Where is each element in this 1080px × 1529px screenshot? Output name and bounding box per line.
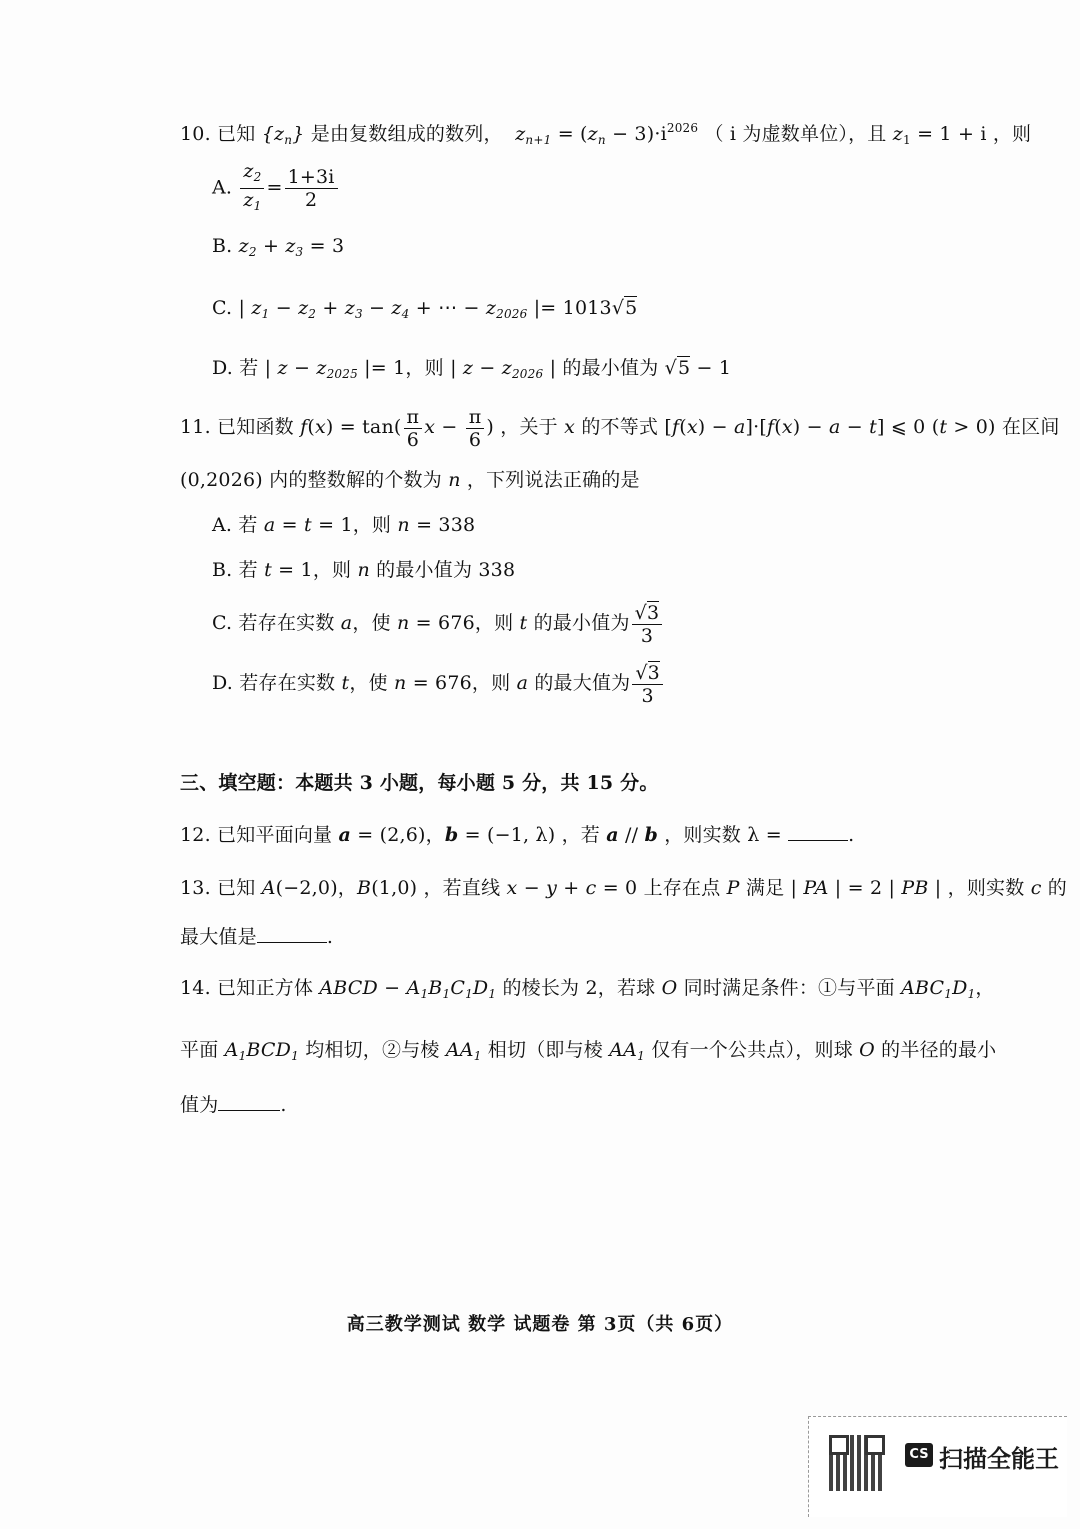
cs-logo-icon: CS bbox=[905, 1443, 933, 1467]
scanner-brand: 扫描全能王 bbox=[939, 1445, 1059, 1473]
q10-option-a: A. $\frac{z_2}{z_1}$ = $\frac{1+3i}{2}$ bbox=[212, 160, 340, 217]
q11-stem: 11. 已知函数 f(x) = tan( $\frac{\pi}{6}$ x − $\frac{\pi}{6}$ ) ，关于 x 的不等式 [f(x) − a]·[f(x) − a − t] ⩽ 0 (t > 0) 在区间 bbox=[180, 405, 1060, 451]
q12-answer-blank[interactable] bbox=[788, 822, 848, 841]
q10-option-b: B. $z_2 + z_3 = 3$ bbox=[212, 235, 345, 259]
scanner-watermark bbox=[808, 1416, 1067, 1517]
q10-stem-a: 10. 已知 bbox=[180, 123, 256, 145]
q10-option-c: C. | $z_1 - z_2 + z_3 - z_4$ + ⋯ − $z_{2026}$ |= 1013√5 bbox=[212, 297, 638, 321]
q14: 14. 已知正方体 ABCD − $A_1B_1C_1D_1$ 的棱长为 2，若球 O 同时满足条件：①与平面 $ABC_1D_1$， bbox=[180, 977, 995, 1001]
page-footer: 高三教学测试 数学 试题卷 第 3页（共 6页） bbox=[346, 1314, 734, 1335]
qr-code-icon bbox=[829, 1435, 885, 1491]
q13: 13. 已知 A(−2,0)，B(1,0) ，若直线 x − y + c = 0 上存在点 P 满足 | PA | = 2 | PB | ，则实数 c 的 bbox=[180, 877, 1067, 899]
q10-option-d: D. 若 | $z - z_{2025}$ |= 1，则 | $z - z_{2026}$ | 的最小值为 √5 − 1 bbox=[212, 357, 732, 381]
q10-stem-c: （ i 为虚数单位），且 bbox=[704, 123, 887, 145]
q10-stem: 10. 已知 $\{z_n\}$ 是由复数组成的数列， $z_{n+1} = (z_n - 3)\cdot i^{2026}$ （ i 为虚数单位），且 $z_1 = 1 + i$ ，则 bbox=[180, 121, 1032, 147]
section-3-title: 三、填空题：本题共 3 小题，每小题 5 分，共 15 分。 bbox=[180, 772, 659, 794]
q10-stem-b: 是由复数组成的数列， bbox=[310, 123, 503, 145]
q13-line2: 最大值是 . bbox=[180, 926, 334, 948]
q11-option-d: D. 若存在实数 t，使 n = 676，则 a 的最大值为 $\frac{√3}{3}$ bbox=[212, 658, 665, 708]
q11-option-a: A. 若 a = t = 1，则 n = 338 bbox=[212, 514, 476, 536]
q14-answer-blank[interactable] bbox=[218, 1092, 280, 1111]
q11-stem-line2: (0,2026) 内的整数解的个数为 n ，下列说法正确的是 bbox=[180, 469, 640, 491]
q10-stem-d: ，则 bbox=[992, 123, 1032, 145]
q14-line3: 值为 . bbox=[180, 1094, 287, 1116]
q14-line2: 平面 $A_1BCD_1$ 均相切，②与棱 $AA_1$ 相切（即与棱 $AA_1$ 仅有一个公共点），则球 O 的半径的最小 bbox=[180, 1039, 997, 1063]
q11-option-b: B. 若 t = 1，则 n 的最小值为 338 bbox=[212, 559, 516, 581]
q12: 12. 已知平面向量 a = (2,6)，b = (−1, λ) ，若 a // b ，则实数 λ = . bbox=[180, 824, 855, 846]
q13-answer-blank[interactable] bbox=[257, 924, 327, 943]
q11-option-c: C. 若存在实数 a，使 n = 676，则 t 的最小值为 $\frac{√3}{3}$ bbox=[212, 598, 664, 648]
